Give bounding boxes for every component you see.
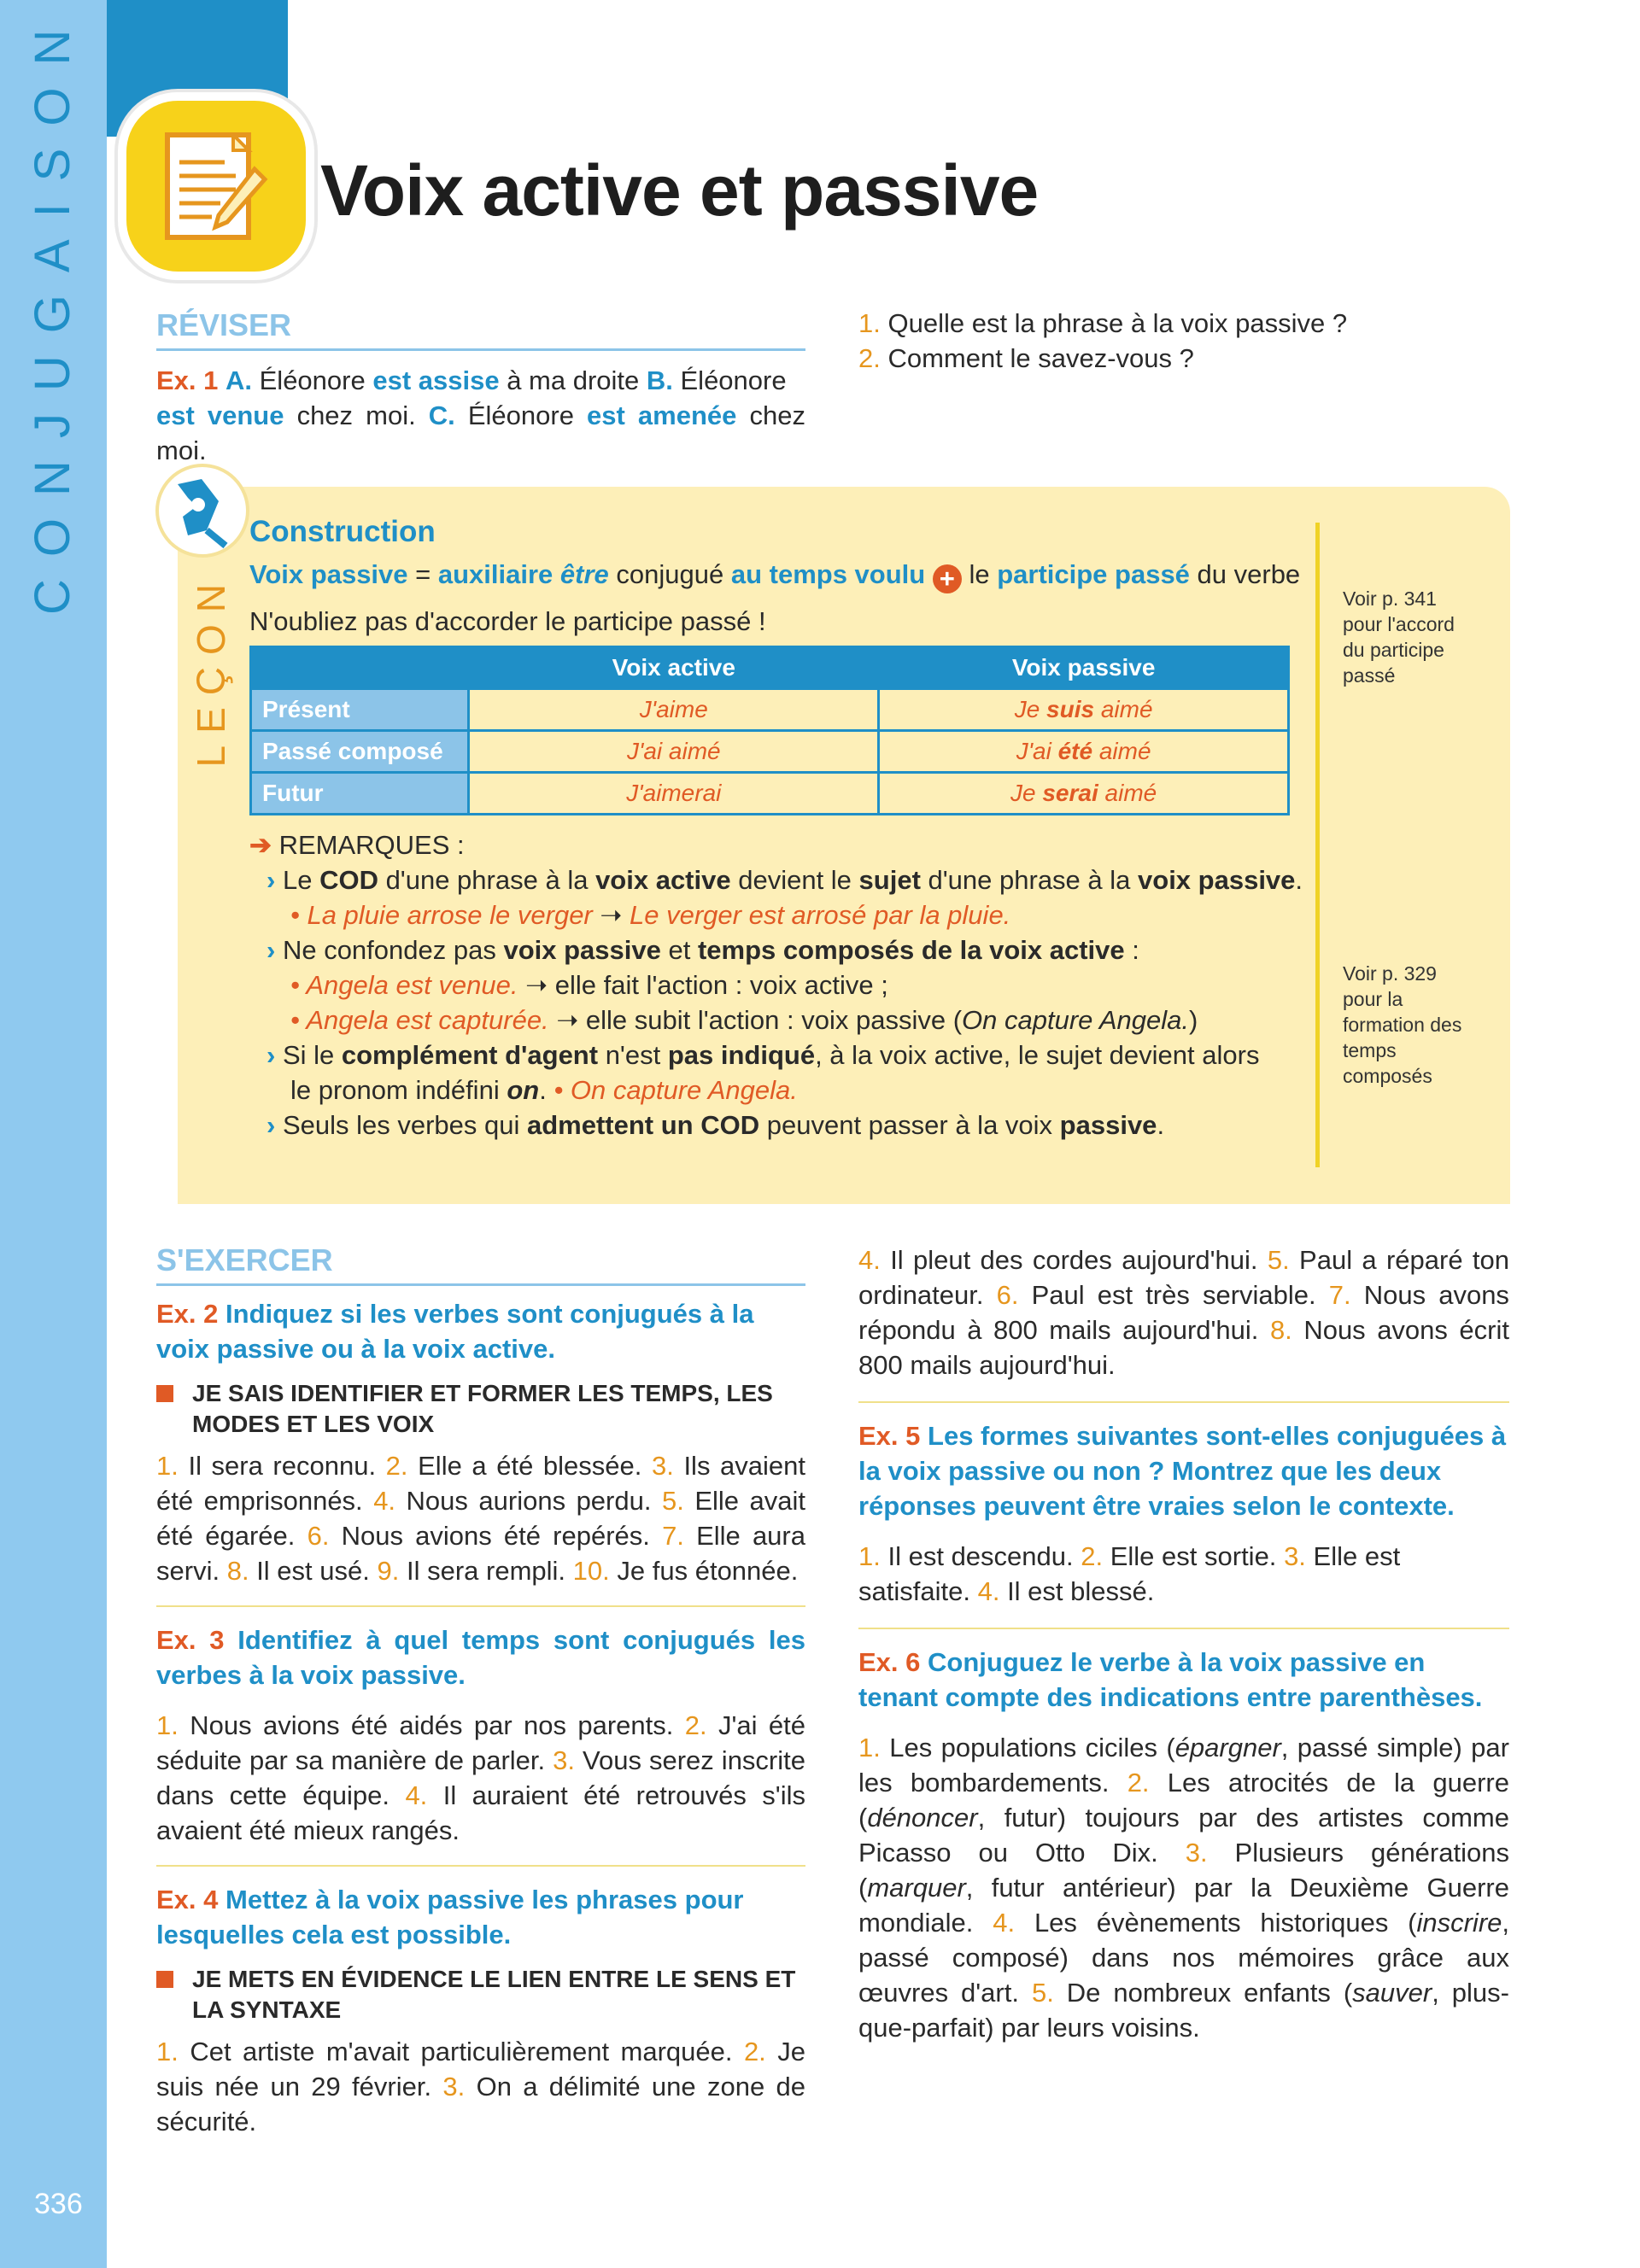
item-num: 1.: [858, 1733, 881, 1762]
lesson-divider: [1315, 523, 1320, 1167]
row-tense: Passé composé: [251, 731, 469, 773]
item-num: 4.: [977, 1576, 1000, 1606]
rule-tv: au temps voulu: [730, 559, 926, 589]
cell-passive-b: aimé: [1098, 780, 1157, 806]
remark-2: [266, 932, 1309, 967]
remarques-title: [249, 827, 1309, 862]
item-num: 1.: [858, 1541, 881, 1571]
item-num: 8.: [226, 1556, 249, 1586]
item-num: 2.: [385, 1451, 408, 1481]
ex4-heading: [156, 1882, 805, 1952]
remarques-list: [249, 862, 1309, 1143]
item-text: On a délimité une zone de sécurité.: [156, 2072, 805, 2136]
item-text: Ils avaient été emprisonnés.: [156, 1451, 805, 1516]
remark-3-cont: [266, 1073, 1309, 1108]
ex6-items: [858, 1730, 1509, 2045]
item-num: 6.: [996, 1280, 1019, 1310]
item-text: , futur) toujours par des artistes comme Picasso ou Otto Dix.: [858, 1803, 1509, 1868]
r3-pi: pas indiqué: [667, 1040, 816, 1070]
remark-2-example-1: [266, 967, 1309, 1002]
cell-passive-b: aimé: [1092, 738, 1151, 764]
item-num: 6.: [307, 1521, 330, 1551]
chevron-right-icon: ›: [266, 865, 276, 895]
r3-e: .: [539, 1075, 554, 1105]
question-item: [858, 341, 1508, 376]
ex1-t3: Éléonore: [672, 365, 787, 395]
exercises-right-column: [858, 1242, 1509, 2045]
separator: [858, 1628, 1509, 1629]
ex5-items: [858, 1539, 1509, 1609]
ex3-heading: [156, 1622, 805, 1692]
remark-4: [266, 1108, 1309, 1143]
cell-active: J'ai aimé: [469, 731, 879, 773]
r1-cod: COD: [319, 865, 378, 895]
ex6-title: Conjuguez le verbe à la voix passive en tenant compte des indications entre parenthèses.: [858, 1647, 1483, 1712]
item-text: , passé composé) dans nos mémoires grâce aux œuvres d'art.: [858, 1908, 1510, 2008]
r1-a: Le: [282, 865, 320, 895]
rule-aux: auxiliaire: [437, 559, 560, 589]
table-row: [251, 773, 1289, 815]
r1-b: d'une phrase à la: [378, 865, 596, 895]
construction-title: Construction: [249, 515, 436, 548]
chevron-right-icon: ›: [266, 935, 276, 965]
rule-pp: participe passé: [997, 559, 1190, 589]
page-title: Voix active et passive: [320, 150, 1039, 231]
item-text: Les atrocités de la guerre (: [858, 1768, 1509, 1833]
r1-d: d'une phrase à la: [920, 865, 1139, 895]
r2-ex2d: ): [1189, 1005, 1198, 1035]
item-text: Elle est satisfaite.: [858, 1541, 1401, 1606]
item-text: Plusieurs générations (: [858, 1838, 1509, 1903]
ex1-t1: Éléonore: [252, 365, 373, 395]
margin-note-accord: Voir p. 341 pour l'accord du participe passé: [1343, 587, 1455, 687]
r1-vp: voix passive: [1138, 865, 1296, 895]
item-text: Elle a été blessée.: [418, 1451, 642, 1481]
item-text: Il pleut des cordes aujourd'hui.: [890, 1245, 1258, 1275]
question-num: 1.: [858, 308, 881, 338]
item-num: 3.: [1185, 1838, 1208, 1868]
item-num: 5.: [661, 1486, 684, 1516]
ex1-t4: chez moi.: [284, 400, 429, 430]
item-text: Il est descendu.: [887, 1541, 1074, 1571]
item-text: Cet artiste m'avait particulièrement marquée.: [190, 2037, 733, 2066]
item-text: Il est blessé.: [1007, 1576, 1155, 1606]
ex5-heading: [858, 1418, 1509, 1523]
cell-passive: [879, 689, 1289, 731]
construction-reminder: N'oubliez pas d'accorder le participe passé !: [249, 606, 766, 636]
item-num: 4.: [858, 1245, 881, 1275]
cell-passive: [879, 731, 1289, 773]
document-icon: [118, 92, 314, 280]
rule-eq: =: [407, 559, 438, 589]
cell-passive: [879, 773, 1289, 815]
ex4-items-part2: [858, 1242, 1509, 1382]
r1-e: .: [1295, 865, 1303, 895]
conjugation-table: [249, 646, 1290, 815]
r4-a: Seuls les verbes qui: [282, 1110, 527, 1140]
rule-vp: Voix passive: [249, 559, 408, 589]
item-text: Je suis née un 29 février.: [156, 2037, 805, 2101]
arrow-icon: ➝: [525, 970, 548, 1000]
ex4-items-part1: [156, 2034, 805, 2139]
item-verb: sauver: [1352, 1978, 1432, 2008]
r3-a: Si le: [282, 1040, 342, 1070]
r2-c: :: [1124, 935, 1139, 965]
r2-b: et: [660, 935, 698, 965]
chevron-right-icon: ›: [266, 1110, 276, 1140]
r3-b: n'est: [598, 1040, 668, 1070]
skill-heading-2: JE METS EN ÉVIDENCE LE LIEN ENTRE LE SENS ET LA SYNTAXE: [156, 1964, 805, 2025]
r2-ex2c: On capture Angela.: [962, 1005, 1189, 1035]
r3-c: , à la voix active, le sujet devient alors: [815, 1040, 1260, 1070]
row-tense: Futur: [251, 773, 469, 815]
ex1-b: B.: [646, 365, 673, 395]
arrow-icon: ➝: [556, 1005, 579, 1035]
ex1-text: [156, 363, 805, 468]
remark-2-example-2: [266, 1002, 1309, 1038]
table-row: [251, 689, 1289, 731]
question-num: 2.: [858, 343, 881, 373]
table-row: [251, 731, 1289, 773]
construction-rule: [249, 557, 1309, 593]
r2-ex1b: elle fait l'action : voix active ;: [548, 970, 888, 1000]
remark-1: [266, 862, 1309, 897]
reviser-section: [156, 307, 805, 468]
r3-d: le pronom indéfini: [290, 1075, 507, 1105]
item-text: Nous aurions perdu.: [406, 1486, 652, 1516]
item-text: Elle est sortie.: [1110, 1541, 1277, 1571]
r2-ex2b: elle subit l'action : voix passive (: [578, 1005, 963, 1035]
item-text: Il est usé.: [256, 1556, 370, 1586]
item-text: Il sera rempli.: [406, 1556, 566, 1586]
ex3-title: Identifiez à quel temps sont conjugués les verbes à la voix passive.: [156, 1625, 805, 1690]
item-text: Nous avions été aidés par nos parents.: [190, 1710, 674, 1740]
reviser-heading: RÉVISER: [156, 307, 805, 351]
item-num: 1.: [156, 2037, 179, 2066]
r2-a: Ne confondez pas: [282, 935, 504, 965]
item-num: 2.: [1127, 1768, 1150, 1797]
r3-ex: • On capture Angela.: [554, 1075, 798, 1105]
row-tense: Présent: [251, 689, 469, 731]
lesson-label: LEÇON: [189, 572, 233, 768]
r2-tc: temps composés de la voix active: [697, 935, 1125, 965]
remarques-label: REMARQUES :: [278, 830, 465, 860]
item-text: , plus-que-parfait) par leurs voisins.: [858, 1978, 1509, 2043]
cell-passive-aux: été: [1057, 738, 1093, 764]
item-text: , passé simple) par les bombardements.: [858, 1733, 1509, 1797]
item-num: 8.: [1269, 1315, 1292, 1345]
separator: [858, 1401, 1509, 1403]
question-text: Quelle est la phrase à la voix passive ?: [887, 308, 1348, 338]
item-text: Nous avons répondu à 800 mails aujourd'hui.: [858, 1280, 1509, 1345]
col-header-passive: Voix passive: [879, 647, 1289, 689]
reviser-questions: [858, 306, 1508, 376]
r3-on: on: [507, 1075, 540, 1105]
item-text: , futur antérieur) par la Deuxième Guerre mondiale.: [858, 1873, 1509, 1938]
r2-ex2: • Angela est capturée.: [290, 1005, 549, 1035]
ex1-t2: à ma droite: [499, 365, 647, 395]
item-num: 3.: [553, 1745, 576, 1775]
cell-passive-a: J'ai: [1016, 738, 1058, 764]
item-verb: dénoncer: [867, 1803, 978, 1833]
rule-etre: être: [559, 559, 609, 589]
question-text: Comment le savez-vous ?: [887, 343, 1194, 373]
r1-c: devient le: [730, 865, 859, 895]
ex3-label: Ex. 3: [156, 1625, 225, 1655]
ex2-items: [156, 1448, 805, 1588]
ex2-heading: [156, 1296, 805, 1366]
item-text: Vous serez inscrite dans cette équipe.: [156, 1745, 805, 1810]
r3-ca: complément d'agent: [341, 1040, 599, 1070]
item-text: De nombreux enfants (: [1066, 1978, 1353, 2008]
page-number: 336: [34, 2188, 83, 2220]
item-text: Il sera reconnu.: [188, 1451, 377, 1481]
ex5-label: Ex. 5: [858, 1421, 921, 1451]
cell-passive-aux: suis: [1046, 696, 1095, 722]
ex1-label: Ex. 1: [156, 365, 219, 395]
ex4-label: Ex. 4: [156, 1885, 219, 1914]
table-corner: [251, 647, 469, 689]
ex1-c: C.: [428, 400, 455, 430]
item-num: 5.: [1267, 1245, 1290, 1275]
question-item: [858, 306, 1508, 341]
item-num: 10.: [572, 1556, 610, 1586]
r1-suj: sujet: [858, 865, 921, 895]
item-num: 4.: [993, 1908, 1016, 1938]
item-num: 7.: [662, 1521, 684, 1551]
item-num: 1.: [156, 1710, 179, 1740]
arrow-right-icon: ➔: [249, 830, 272, 860]
item-num: 5.: [1031, 1978, 1054, 2008]
chevron-right-icon: ›: [266, 1040, 276, 1070]
ex1-v3: est amenée: [587, 400, 737, 430]
item-text: Elle aura servi.: [156, 1521, 805, 1586]
ex1-t5: Éléonore: [454, 400, 588, 430]
cell-active: J'aimerai: [469, 773, 879, 815]
skill-heading-1: JE SAIS IDENTIFIER ET FORMER LES TEMPS, LES MODES ET LES VOIX: [156, 1378, 805, 1440]
item-num: 4.: [373, 1486, 396, 1516]
remark-1-example: [266, 897, 1309, 932]
plus-icon: +: [933, 564, 962, 593]
ex5-title: Les formes suivantes sont-elles conjuguées à la voix passive ou non ? Montrez que les deux réponses peuvent être vraies selon le contexte.: [858, 1421, 1507, 1521]
ex1-a: A.: [226, 365, 253, 395]
rule-conj: conjugué: [608, 559, 731, 589]
r2-ex1: • Angela est venue.: [290, 970, 518, 1000]
item-text: Les évènements historiques (: [1034, 1908, 1417, 1938]
ex1-v1: est assise: [372, 365, 500, 395]
item-text: Les populations ciciles (: [889, 1733, 1175, 1762]
cell-active: J'aime: [469, 689, 879, 731]
r4-c: .: [1157, 1110, 1165, 1140]
exercises-left-column: [156, 1242, 805, 2139]
item-num: 2.: [684, 1710, 707, 1740]
item-num: 3.: [651, 1451, 674, 1481]
cell-passive-a: Je: [1014, 696, 1047, 722]
item-num: 1.: [156, 1451, 179, 1481]
pen-nib-icon: [155, 464, 249, 558]
item-text: Il auraient été retrouvés s'ils avaient été mieux rangés.: [156, 1780, 805, 1845]
item-verb: épargner: [1174, 1733, 1281, 1762]
r4-p: passive: [1059, 1110, 1157, 1140]
lesson-content: [249, 512, 1309, 1143]
ex2-label: Ex. 2: [156, 1299, 219, 1329]
item-verb: marquer: [867, 1873, 966, 1903]
r4-b: peuvent passer à la voix: [759, 1110, 1060, 1140]
cell-passive-a: Je: [1010, 780, 1043, 806]
ex1-t6: chez moi.: [156, 400, 805, 465]
rule-le: le: [961, 559, 998, 589]
item-num: 4.: [405, 1780, 428, 1810]
item-num: 3.: [1284, 1541, 1306, 1571]
item-num: 2.: [1081, 1541, 1104, 1571]
r1-ex1: • La pluie arrose le verger: [290, 900, 593, 930]
item-text: J'ai été séduite par sa manière de parler.: [156, 1710, 806, 1775]
item-text: Nous avions été repérés.: [341, 1521, 650, 1551]
margin-note-temps: Voir p. 329 pour la formation des temps composés: [1343, 962, 1462, 1087]
chapter-side-label: CONJUGAISON: [25, 7, 80, 615]
r2-vp: voix passive: [503, 935, 661, 965]
ex4-title: Mettez à la voix passive les phrases pour lesquelles cela est possible.: [156, 1885, 744, 1949]
item-text: Paul a réparé ton ordinateur.: [858, 1245, 1509, 1310]
separator: [156, 1865, 805, 1867]
ex6-label: Ex. 6: [858, 1647, 921, 1677]
separator: [156, 1605, 805, 1607]
item-text: Elle avait été égarée.: [156, 1486, 805, 1551]
item-verb: inscrire: [1416, 1908, 1502, 1938]
cell-passive-aux: serai: [1042, 780, 1098, 806]
item-num: 9.: [377, 1556, 400, 1586]
r1-va: voix active: [595, 865, 731, 895]
ex2-title: Indiquez si les verbes sont conjugués à la voix passive ou à la voix active.: [156, 1299, 754, 1364]
arrow-icon: ➝: [600, 900, 623, 930]
item-num: 7.: [1328, 1280, 1351, 1310]
ex6-heading: [858, 1645, 1509, 1715]
item-text: Paul est très serviable.: [1031, 1280, 1316, 1310]
ex3-items: [156, 1708, 805, 1848]
r1-ex2: Le verger est arrosé par la pluie.: [630, 900, 1011, 930]
r4-cod: admettent un COD: [527, 1110, 760, 1140]
item-num: 3.: [442, 2072, 466, 2101]
item-num: 2.: [743, 2037, 766, 2066]
cell-passive-b: aimé: [1094, 696, 1153, 722]
item-text: Je fus étonnée.: [617, 1556, 799, 1586]
item-text: Nous avons écrit 800 mails aujourd'hui.: [858, 1315, 1509, 1380]
rule-dv: du verbe: [1189, 559, 1301, 589]
remark-3: [266, 1038, 1309, 1073]
ex1-v2: est venue: [156, 400, 284, 430]
col-header-active: Voix active: [469, 647, 879, 689]
sexercer-heading: S'EXERCER: [156, 1242, 805, 1286]
